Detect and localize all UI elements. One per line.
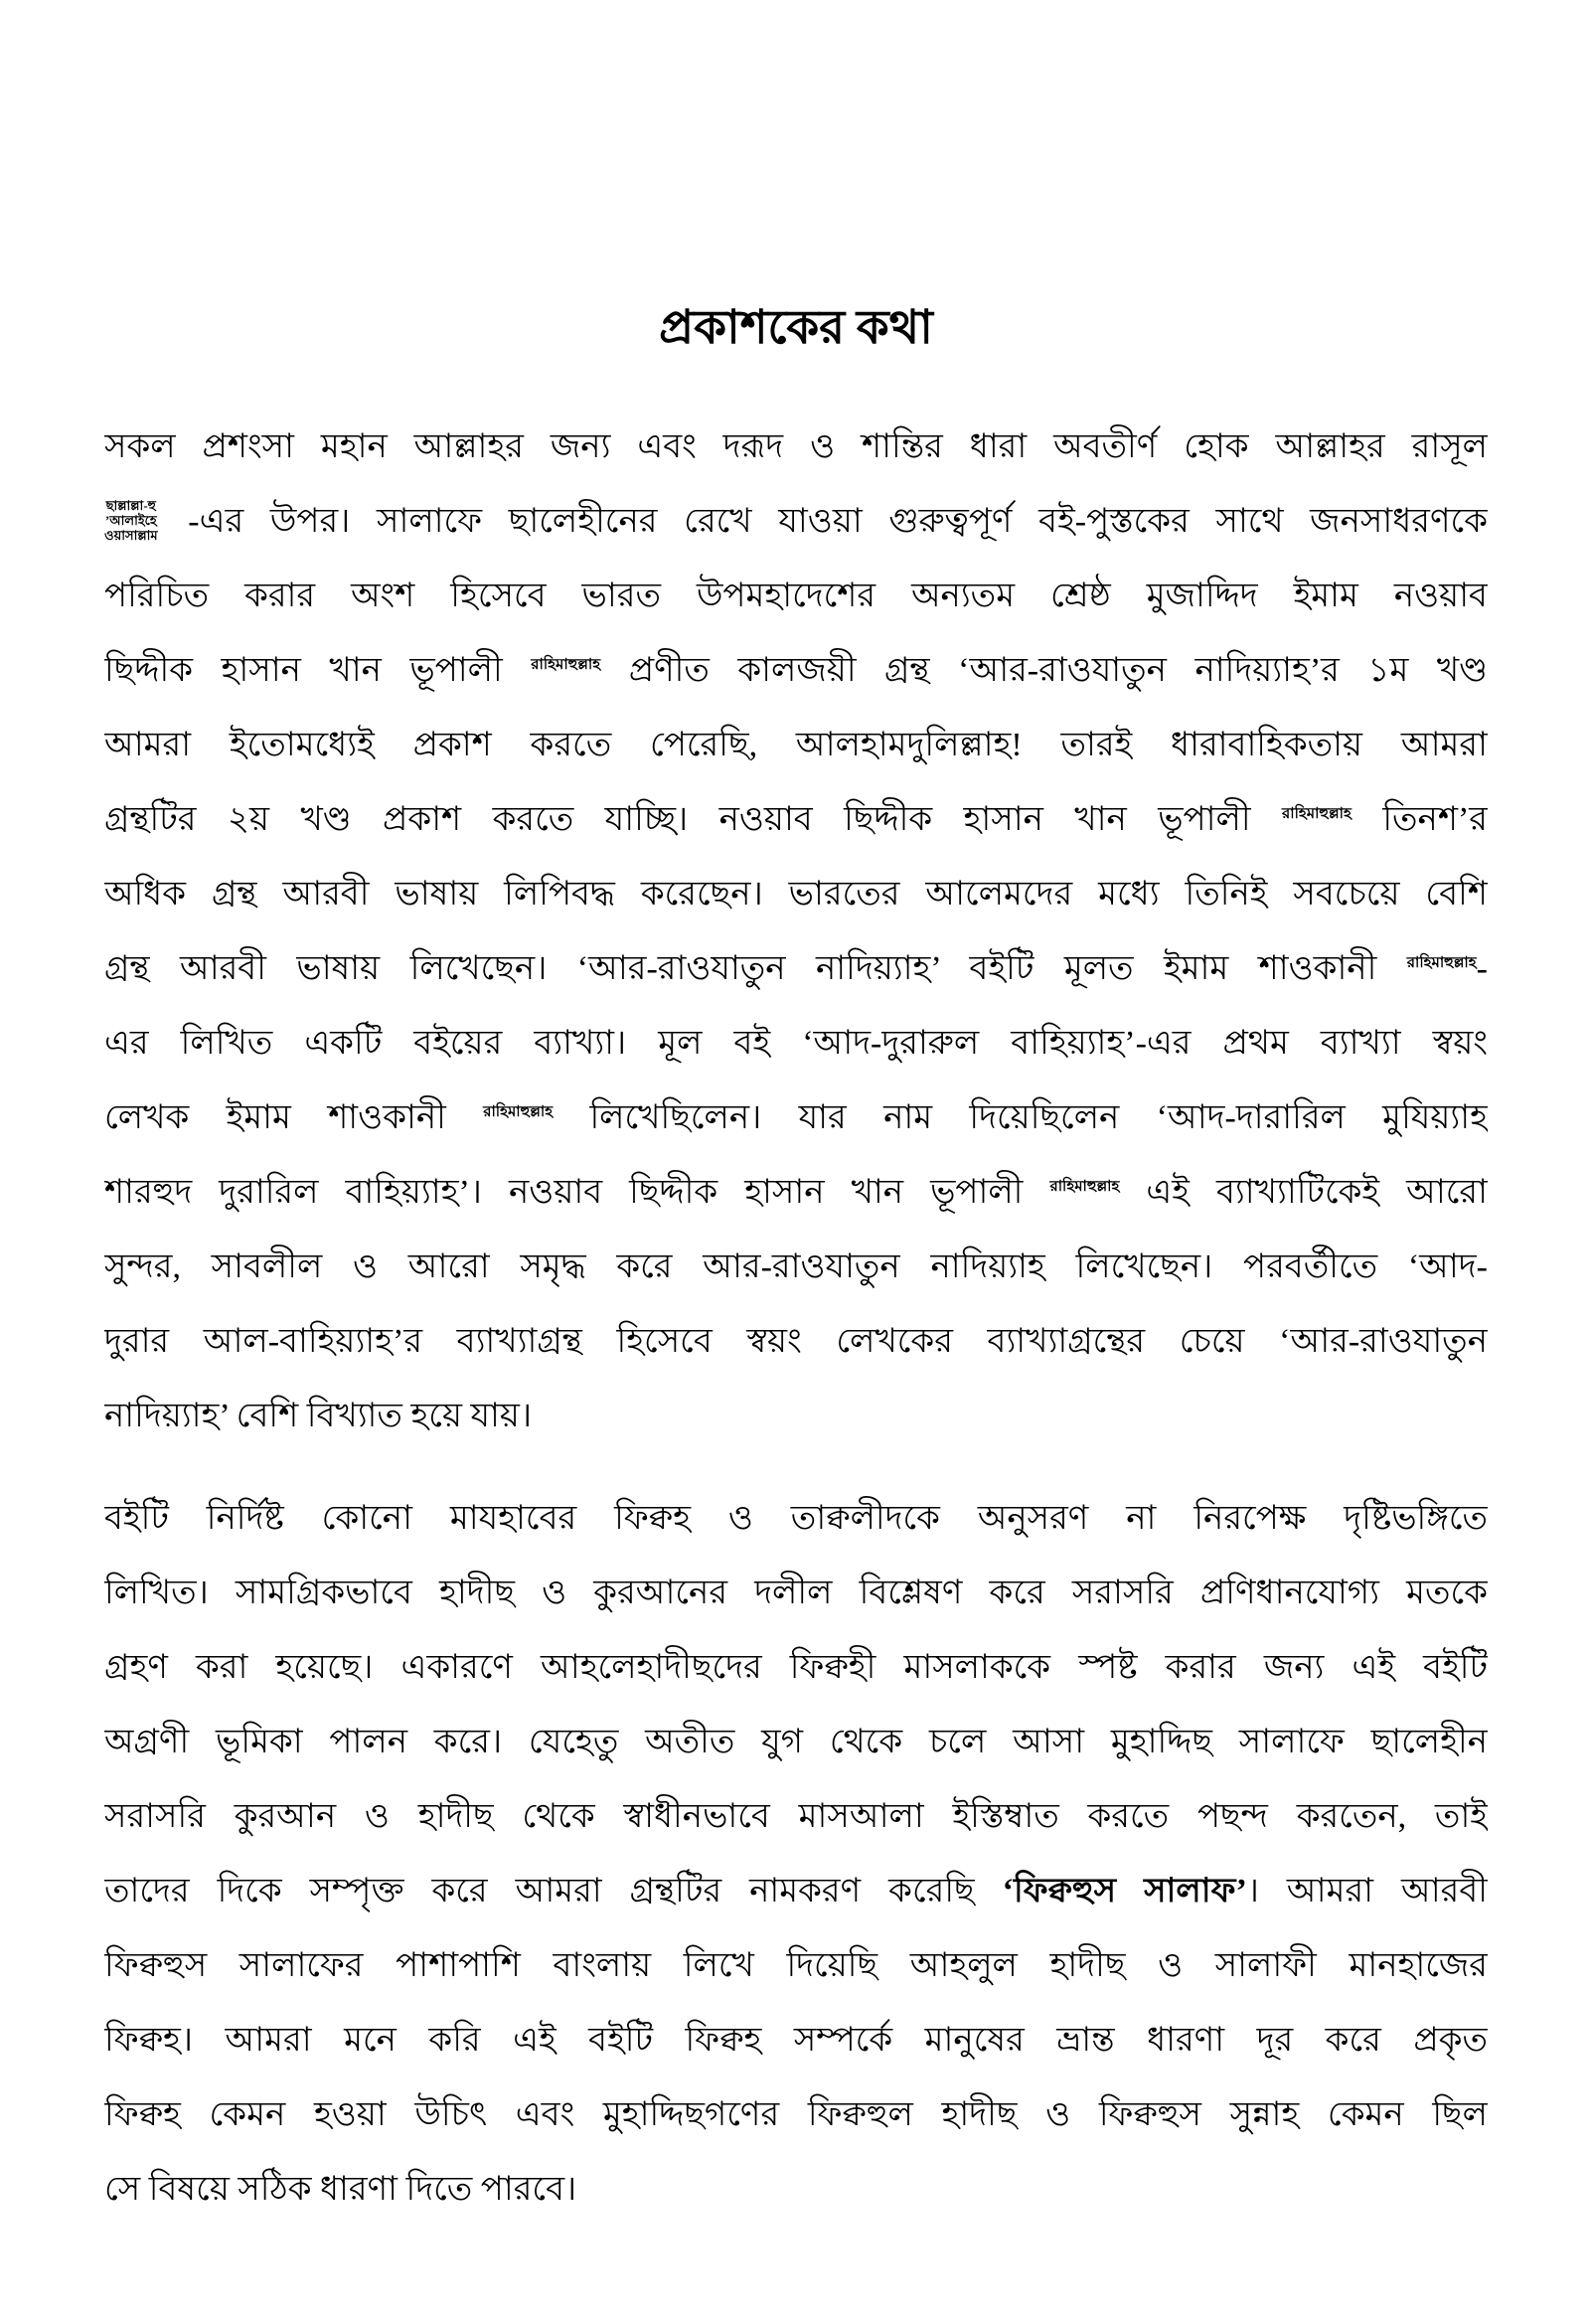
text-line: ছিদ্দীক হাসান খান ভূপালী রাহিমাহুল্লাহ প্রণীত কালজয়ী গ্রন্থ ‘আর-রাওযাতুন নাদিয়্যাহ’র ১ম খণ্ড [104,652,1488,689]
text-line: অধিক গ্রন্থ আরবী ভাষায় লিপিবদ্ধ করেছেন। ভারতের আলেমদের মধ্যে তিনিই সবচেয়ে বেশি [104,876,1488,913]
rahimahullah-mark: রাহিমাহুল্লাহ [531,657,601,674]
salawat-line: ’আলাইহে [104,512,157,528]
text-line: গ্রন্থটির ২য় খণ্ড প্রকাশ করতে যাচ্ছি। নওয়াব ছিদ্দীক হাসান খান ভূপালী রাহিমাহুল্লাহ তিনশ’র [104,801,1488,838]
page-content [104,298,1488,2227]
text-line: ফিক্বহ। আমরা মনে করি এই বইটি ফিক্বহ সম্পর্কে মানুষের ভ্রান্ত ধারণা দূর করে প্রকৃত [104,2022,1488,2059]
text-line: ফিক্বহুস সালাফের পাশাপাশি বাংলায় লিখে দিয়েছি আহলুল হাদীছ ও সালাফী মানহাজের [104,1947,1488,1984]
text-line: দুরার আল-বাহিয়্যাহ’র ব্যাখ্যাগ্রন্থ হিসেবে স্বয়ং লেখকের ব্যাখ্যাগ্রন্থের চেয়ে ‘আর-রাওযাতুন [104,1323,1488,1360]
text-line: পরিচিত করার অংশ হিসেবে ভারত উপমহাদেশের অন্যতম শ্রেষ্ঠ মুজাদ্দিদ ইমাম নওয়াব [104,578,1488,614]
text-line: নাদিয়্যাহ’ বেশি বিখ্যাত হয়ে যায়। [104,1398,533,1434]
rahimahullah-mark: রাহিমাহুল্লাহ [1406,955,1477,972]
rahimahullah-mark: রাহিমাহুল্লাহ [1281,806,1352,823]
text-line: বইটি নির্দিষ্ট কোনো মাযহাবের ফিক্বহ ও তাক্বলীদকে অনুসরণ না নিরপেক্ষ দৃষ্টিভঙ্গিতে [104,1500,1488,1537]
text-line: শারহুদ দুরারিল বাহিয়্যাহ’। নওয়াব ছিদ্দীক হাসান খান ভূপালী রাহিমাহুল্লাহ এই ব্যাখ্যাটিকেই আরো [104,1174,1488,1211]
salawat-line: ওয়াসাল্লাম [104,527,158,543]
text-line: আমরা ইতোমধ্যেই প্রকাশ করতে পেরেছি, আলহামদুলিল্লাহ! তারই ধারাবাহিকতায় আমরা [104,727,1488,763]
text-line: ছাল্লাল্লা-হু ’আলাইহে ওয়াসাল্লাম -এর উপর। সালাফে ছালেহীনের রেখে যাওয়া গুরুত্বপূর্ণ বই-পুস্তকের সাথে জনসাধরণকে [104,497,1488,543]
page-title: প্রকাশকের কথা [659,302,933,354]
paragraphs [104,410,1488,2227]
salawat-mark [104,498,158,543]
rahimahullah-mark: রাহিমাহুল্লাহ [1049,1179,1120,1196]
text-line: অগ্রণী ভূমিকা পালন করে। যেহেতু অতীত যুগ থেকে চলে আসা মুহাদ্দিছ সালাফে ছালেহীন [104,1724,1488,1760]
text-line: ফিক্বহ কেমন হওয়া উচিৎ এবং মুহাদ্দিছগণের ফিক্বহুল হাদীছ ও ফিক্বহুস সুন্নাহ কেমন ছিল [104,2096,1488,2133]
salawat-line: ছাল্লাল্লা-হু [105,497,156,513]
paragraph [104,1481,1488,2227]
text-line: এর লিখিত একটি বইয়ের ব্যাখ্যা। মূল বই ‘আদ-দুরারুল বাহিয়্যাহ’-এর প্রথম ব্যাখ্যা স্বয়ং [104,1025,1488,1062]
text-line: সে বিষয়ে সঠিক ধারণা দিতে পারবে। [104,2171,577,2208]
text-line: গ্রহণ করা হয়েছে। একারণে আহলেহাদীছদের ফিক্বহী মাসলাককে স্পষ্ট করার জন্য এই বইটি [104,1649,1488,1686]
text-line: লিখিত। সামগ্রিকভাবে হাদীছ ও কুরআনের দলীল বিশ্লেষণ করে সরাসরি প্রণিধানযোগ্য মতকে [104,1575,1488,1611]
text-line: তাদের দিকে সম্পৃক্ত করে আমরা গ্রন্থটির নামকরণ করেছি ‘ফিক্বহুস সালাফ’। আমরা আরবী [104,1873,1488,1909]
text-line: সকল প্রশংসা মহান আল্লাহর জন্য এবং দরূদ ও শান্তির ধারা অবতীর্ণ হোক আল্লাহর রাসূল [104,428,1488,465]
rahimahullah-mark: রাহিমাহুল্লাহ [483,1104,554,1121]
paragraph [104,410,1488,1453]
text-line: সরাসরি কুরআন ও হাদীছ থেকে স্বাধীনভাবে মাসআলা ইস্তিম্বাত করতে পছন্দ করতেন, তাই [104,1798,1488,1835]
text-line: গ্রন্থ আরবী ভাষায় লিখেছেন। ‘আর-রাওযাতুন নাদিয়্যাহ’ বইটি মূলত ইমাম শাওকানী রাহিমাহুল্লাহ- [104,950,1488,987]
text-line: সুন্দর, সাবলীল ও আরো সমৃদ্ধ করে আর-রাওযাতুন নাদিয়্যাহ লিখেছেন। পরবর্তীতে ‘আদ- [104,1248,1488,1285]
text-line: লেখক ইমাম শাওকানী রাহিমাহুল্লাহ লিখেছিলেন। যার নাম দিয়েছিলেন ‘আদ-দারারিল মুযিয়্যাহ [104,1099,1488,1136]
bold-phrase: ‘ফিক্বহুস সালাফ’ [1002,1873,1247,1909]
